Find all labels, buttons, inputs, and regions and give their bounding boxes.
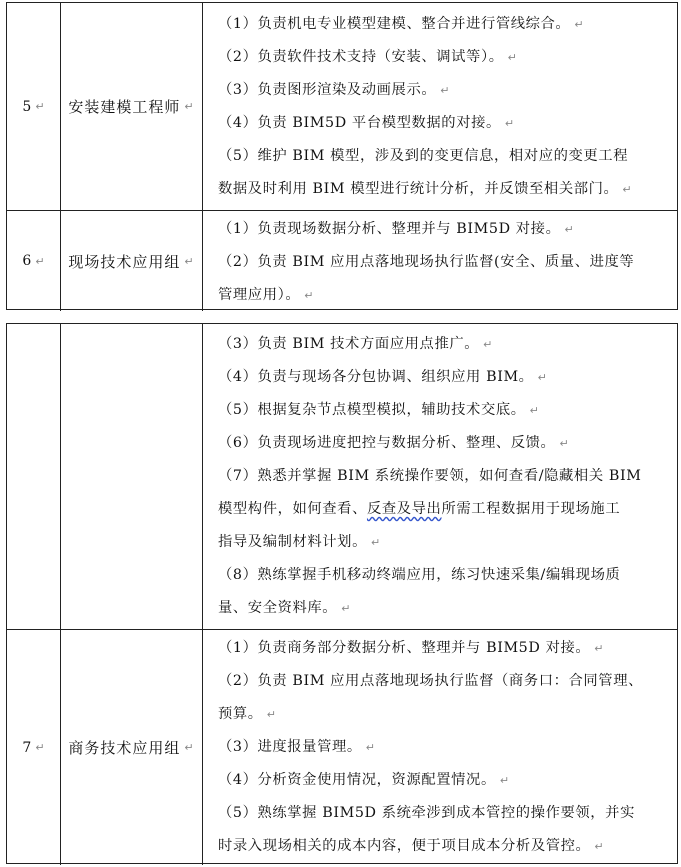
paragraph-mark-icon: ↵	[35, 254, 45, 268]
table-row-continued	[7, 324, 677, 629]
duty-text: （4）负责 BIM5D 平台模型数据的对接。	[218, 115, 501, 131]
paragraph-mark-icon: ↵	[184, 254, 195, 268]
paragraph-mark-icon: ↵	[594, 840, 605, 853]
duty-text: 预算。	[218, 706, 263, 722]
paragraph-mark-icon: ↵	[35, 100, 45, 113]
duty-line	[218, 698, 671, 731]
role-name: 商务技术应用组	[68, 739, 181, 757]
duties-cell	[203, 324, 677, 629]
duty-line	[218, 328, 671, 361]
duty-text: （8）熟练掌握手机移动终端应用，练习快速采集/编辑现场质	[218, 567, 621, 583]
duty-text: 管理应用）。	[218, 287, 301, 303]
duty-line	[218, 559, 671, 592]
duty-line	[218, 107, 671, 140]
duty-line	[218, 592, 671, 625]
duty-text: （1）负责机电专业模型建模、整合并进行管线综合。	[218, 16, 571, 32]
duty-line	[218, 394, 671, 427]
duty-text: （2）负责 BIM 应用点落地现场执行监督（商务口：合同管理、	[218, 673, 643, 689]
paragraph-mark-icon: ↵	[537, 371, 548, 384]
role-name: 现场技术应用组	[68, 252, 181, 271]
paragraph-mark-icon: ↵	[184, 100, 195, 113]
table-row-7	[7, 629, 677, 865]
duty-text: （1）负责商务部分数据分析、整理并与 BIM5D 对接。	[218, 640, 591, 656]
duties-cell	[203, 3, 677, 210]
duty-line	[218, 493, 671, 526]
duty-line	[218, 8, 671, 41]
duty-text: （5）维护 BIM 模型，涉及到的变更信息，相对应的变更工程	[218, 148, 629, 164]
paragraph-mark-icon: ↵	[499, 774, 510, 787]
row-number-cell	[7, 324, 61, 629]
paragraph-mark-icon: ↵	[559, 437, 570, 450]
duty-line	[218, 213, 671, 246]
duty-line	[218, 140, 671, 173]
duty-line	[218, 427, 671, 460]
row-number: 6	[22, 253, 32, 269]
role-cell	[61, 324, 203, 629]
duty-table-2	[6, 323, 678, 864]
paragraph-mark-icon: ↵	[370, 536, 381, 549]
duty-text: （4）分析资金使用情况，资源配置情况。	[218, 772, 496, 788]
duty-line	[218, 797, 671, 830]
row-number-cell	[7, 211, 61, 311]
role-cell	[61, 211, 203, 311]
duty-text: 量、安全资料库。	[218, 600, 338, 616]
duty-text: （6）负责现场进度把控与数据分析、整理、反馈。	[218, 435, 556, 451]
paragraph-mark-icon: ↵	[365, 741, 376, 754]
paragraph-mark-icon: ↵	[483, 338, 493, 351]
duty-line	[218, 246, 671, 279]
table-row-6	[7, 210, 677, 311]
paragraph-mark-icon: ↵	[594, 642, 605, 655]
role-cell	[61, 3, 203, 210]
duty-text: 时录入现场相关的成本内容，便于项目成本分析及管控。	[218, 838, 591, 854]
duty-line	[218, 526, 671, 559]
duties-cell	[203, 211, 677, 311]
row-number-cell	[7, 630, 61, 865]
paragraph-mark-icon: ↵	[35, 741, 45, 754]
paragraph-mark-icon: ↵	[564, 223, 575, 236]
paragraph-mark-icon: ↵	[574, 18, 585, 31]
duty-line	[218, 764, 671, 797]
duty-text: 模型构件，如何查看、反查及导出所需工程数据用于现场施工	[218, 501, 621, 517]
duty-text: （2）负责 BIM 应用点落地现场执行监督(安全、质量、进度等	[218, 254, 635, 270]
duty-text: （5）熟练掌握 BIM5D 系统牵涉到成本管控的操作要领，并实	[218, 805, 635, 821]
duty-line	[218, 632, 671, 665]
table-row-5	[7, 3, 677, 210]
paragraph-mark-icon: ↵	[266, 708, 277, 721]
duty-text: （2）负责软件技术支持（安装、调试等）。	[218, 49, 504, 65]
spellcheck-underline: 反查及导出	[366, 501, 442, 517]
duty-text: （3）进度报量管理。	[218, 739, 362, 755]
duty-table-1	[6, 2, 678, 310]
duty-line	[218, 830, 671, 863]
duty-line	[218, 460, 671, 493]
paragraph-mark-icon: ↵	[529, 404, 540, 417]
paragraph-mark-icon: ↵	[507, 51, 518, 64]
duty-text: （7）熟悉并掌握 BIM 系统操作要领，如何查看/隐藏相关 BIM	[218, 468, 642, 484]
duty-text: （3）负责 BIM 技术方面应用点推广。	[218, 336, 480, 352]
row-number: 7	[22, 739, 32, 756]
paragraph-mark-icon: ↵	[504, 117, 515, 130]
duty-text: （1）负责现场数据分析、整理并与 BIM5D 对接。	[218, 221, 561, 237]
duty-text: 指导及编制材料计划。	[218, 534, 367, 550]
paragraph-mark-icon: ↵	[622, 183, 633, 196]
duty-line	[218, 41, 671, 74]
row-number: 5	[22, 98, 32, 115]
duty-text: （5）根据复杂节点模型模拟，辅助技术交底。	[218, 402, 526, 418]
duties-cell	[203, 630, 677, 865]
role-cell	[61, 630, 203, 865]
duty-line	[218, 361, 671, 394]
paragraph-mark-icon: ↵	[184, 741, 195, 754]
paragraph-mark-icon: ↵	[440, 84, 451, 97]
duty-line	[218, 731, 671, 764]
duty-line	[218, 74, 671, 107]
duty-text: 数据及时利用 BIM 模型进行统计分析，并反馈至相关部门。	[218, 181, 619, 197]
duty-text: （3）负责图形渲染及动画展示。	[218, 82, 437, 98]
duty-line	[218, 173, 671, 206]
duty-line	[218, 279, 671, 312]
row-number-cell	[7, 3, 61, 210]
role-name: 安装建模工程师	[68, 98, 181, 116]
duty-text: （4）负责与现场各分包协调、组织应用 BIM。	[218, 369, 534, 385]
paragraph-mark-icon: ↵	[304, 289, 315, 302]
duty-line	[218, 665, 671, 698]
paragraph-mark-icon: ↵	[341, 602, 352, 615]
